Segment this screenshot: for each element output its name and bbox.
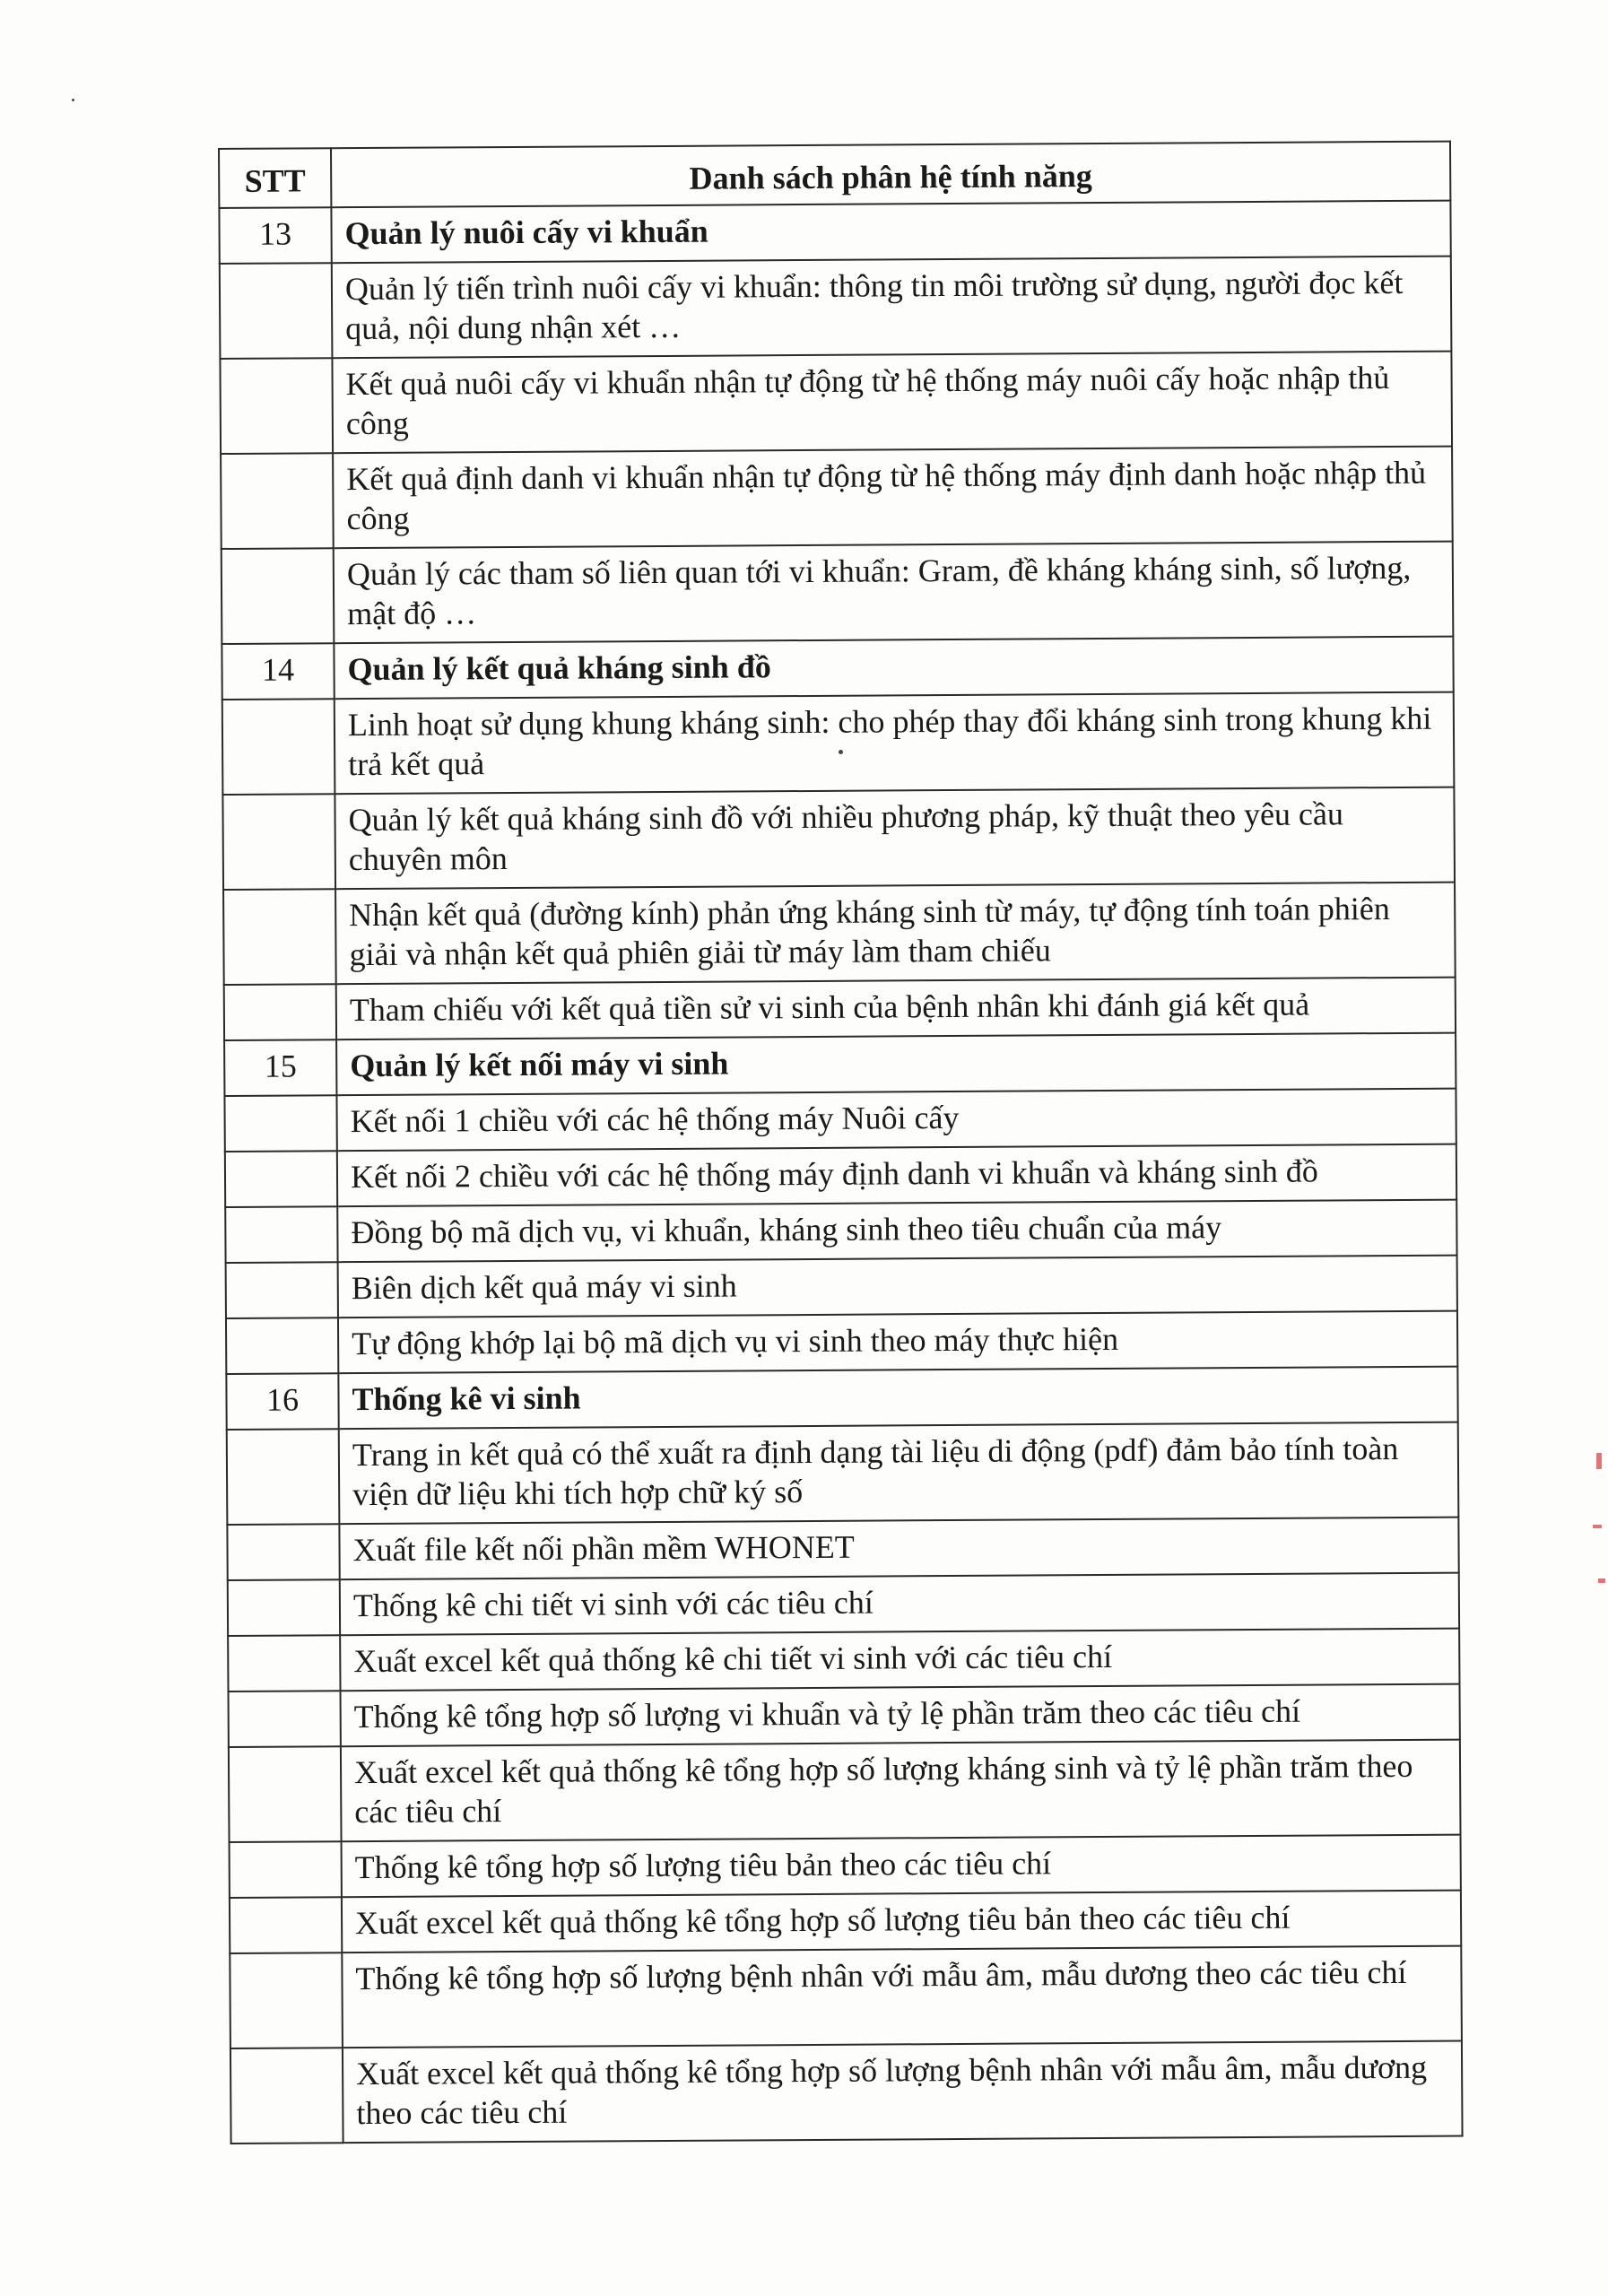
edge-mark [1596, 1453, 1602, 1469]
table-row [230, 1835, 1461, 1898]
stt-cell: 14 [222, 643, 334, 700]
table-row [229, 1740, 1461, 1842]
stt-cell [224, 984, 336, 1040]
stt-cell [220, 263, 333, 359]
group-title-cell: Thống kê vi sinh [338, 1367, 1457, 1430]
stt-cell [230, 1952, 343, 2048]
stt-cell [222, 794, 335, 890]
group-row [226, 1367, 1457, 1430]
stt-cell [225, 1151, 337, 1207]
table-row [230, 1891, 1461, 1953]
feature-description-cell: Tham chiếu với kết quả tiền sử vi sinh của bệnh nhân khi đánh giá kết quả [336, 978, 1456, 1040]
feature-description-cell: Đồng bộ mã dịch vụ, vi khuẩn, kháng sinh theo tiêu chuẩn của máy [337, 1200, 1456, 1263]
group-title-cell: Quản lý nuôi cấy vi khuẩn [331, 201, 1450, 264]
feature-description-cell: Xuất excel kết quả thống kê tổng hợp số lượng bệnh nhân với mẫu âm, mẫu dương theo các tiêu chí [343, 2041, 1463, 2144]
header-feature-list: Danh sách phân hệ tính năng [331, 142, 1450, 208]
table-row [224, 978, 1456, 1040]
feature-description-cell: Quản lý tiến trình nuôi cấy vi khuẩn: thông tin môi trường sử dụng, người đọc kết quả, nội dung nhận xét … [332, 257, 1452, 359]
table-row [220, 352, 1452, 454]
stt-cell [225, 1206, 337, 1263]
feature-table-wrapper [218, 141, 1462, 2144]
stt-cell [230, 2048, 343, 2144]
edge-mark [1598, 1578, 1605, 1583]
feature-description-cell: Thống kê tổng hợp số lượng tiêu bản theo các tiêu chí [342, 1835, 1461, 1898]
feature-description-cell: Quản lý các tham số liên quan tới vi khuẩn: Gram, đề kháng kháng sinh, số lượng, mật độ … [334, 542, 1454, 644]
stt-cell [223, 889, 336, 985]
stt-cell [229, 1746, 342, 1842]
table-row [222, 692, 1455, 795]
feature-description-cell: Xuất excel kết quả thống kê chi tiết vi sinh với các tiêu chí [340, 1629, 1459, 1692]
stt-cell [230, 1897, 342, 1953]
table-row [227, 1518, 1458, 1580]
stt-cell [229, 1691, 341, 1747]
table-row [225, 1200, 1456, 1263]
feature-description-cell: Xuất file kết nối phần mềm WHONET [339, 1518, 1458, 1580]
feature-description-cell: Kết quả nuôi cấy vi khuẩn nhận tự động từ hệ thống máy nuôi cấy hoặc nhập thủ công [332, 352, 1452, 454]
speck-mark [72, 99, 74, 101]
stt-cell [227, 1524, 339, 1580]
stt-cell: 15 [224, 1039, 336, 1096]
stt-cell [222, 699, 335, 795]
stt-cell [220, 358, 333, 454]
feature-description-cell: Thống kê tổng hợp số lượng bệnh nhân với mẫu âm, mẫu dương theo các tiêu chí [342, 1946, 1462, 2048]
stt-cell [228, 1635, 340, 1692]
table-row [227, 1422, 1459, 1525]
group-title-cell: Quản lý kết nối máy vi sinh [336, 1033, 1456, 1096]
group-title-cell: Quản lý kết quả kháng sinh đồ [334, 637, 1453, 700]
table-header-row [219, 142, 1450, 208]
table-row [223, 883, 1456, 985]
stt-cell: 13 [219, 207, 331, 264]
feature-description-cell: Thống kê chi tiết vi sinh với các tiêu chí [340, 1573, 1459, 1636]
table-row [228, 1573, 1459, 1636]
table-row [230, 1946, 1462, 2048]
feature-description-cell: Trang in kết quả có thể xuất ra định dạng tài liệu di động (pdf) đảm bảo tính toàn viện dữ liệu khi tích hợp chữ ký số [339, 1422, 1459, 1525]
feature-description-cell: Thống kê tổng hợp số lượng vi khuẩn và tỷ lệ phần trăm theo các tiêu chí [341, 1684, 1460, 1747]
table-row [224, 1089, 1456, 1152]
table-row [220, 257, 1452, 359]
table-row [226, 1311, 1457, 1374]
speck-mark [839, 750, 843, 754]
stt-cell [224, 1095, 336, 1152]
table-row [225, 1144, 1456, 1207]
stt-cell [226, 1262, 338, 1318]
feature-description-cell: Nhận kết quả (đường kính) phản ứng kháng sinh từ máy, tự động tính toán phiên giải và nhận kết quả phiên giải từ máy làm tham chiếu [335, 883, 1456, 985]
group-row [222, 637, 1453, 700]
stt-cell: 16 [226, 1373, 338, 1430]
group-row [219, 201, 1450, 264]
table-row [221, 447, 1453, 549]
table-row [229, 1684, 1460, 1747]
stt-cell [221, 453, 334, 549]
table-row [222, 542, 1454, 644]
feature-description-cell: Biên dịch kết quả máy vi sinh [338, 1256, 1457, 1318]
table-row [228, 1629, 1459, 1692]
stt-cell [222, 548, 335, 644]
feature-description-cell: Tự động khớp lại bộ mã dịch vụ vi sinh theo máy thực hiện [338, 1311, 1457, 1374]
stt-cell [226, 1318, 338, 1374]
table-row [230, 2041, 1463, 2144]
feature-description-cell: Xuất excel kết quả thống kê tổng hợp số lượng kháng sinh và tỷ lệ phần trăm theo các tiêu chí [341, 1740, 1461, 1842]
edge-mark [1593, 1525, 1602, 1528]
feature-description-cell: Quản lý kết quả kháng sinh đồ với nhiều phương pháp, kỹ thuật theo yêu cầu chuyên môn [335, 787, 1455, 890]
header-stt: STT [219, 148, 331, 208]
feature-table [218, 141, 1464, 2144]
table-row [226, 1256, 1457, 1318]
stt-cell [230, 1841, 342, 1898]
feature-description-cell: Kết nối 2 chiều với các hệ thống máy định danh vi khuẩn và kháng sinh đồ [337, 1144, 1456, 1207]
stt-cell [228, 1579, 340, 1636]
table-body [219, 201, 1462, 2144]
feature-description-cell: Xuất excel kết quả thống kê tổng hợp số lượng tiêu bản theo các tiêu chí [342, 1891, 1461, 1953]
feature-description-cell: Kết nối 1 chiều với các hệ thống máy Nuôi cấy [336, 1089, 1456, 1152]
table-row [222, 787, 1455, 890]
feature-description-cell: Linh hoạt sử dụng khung kháng sinh: cho phép thay đổi kháng sinh trong khung khi trả kết quả [335, 692, 1455, 795]
group-row [224, 1033, 1456, 1096]
stt-cell [227, 1429, 340, 1525]
feature-description-cell: Kết quả định danh vi khuẩn nhận tự động từ hệ thống máy định danh hoặc nhập thủ công [333, 447, 1453, 549]
